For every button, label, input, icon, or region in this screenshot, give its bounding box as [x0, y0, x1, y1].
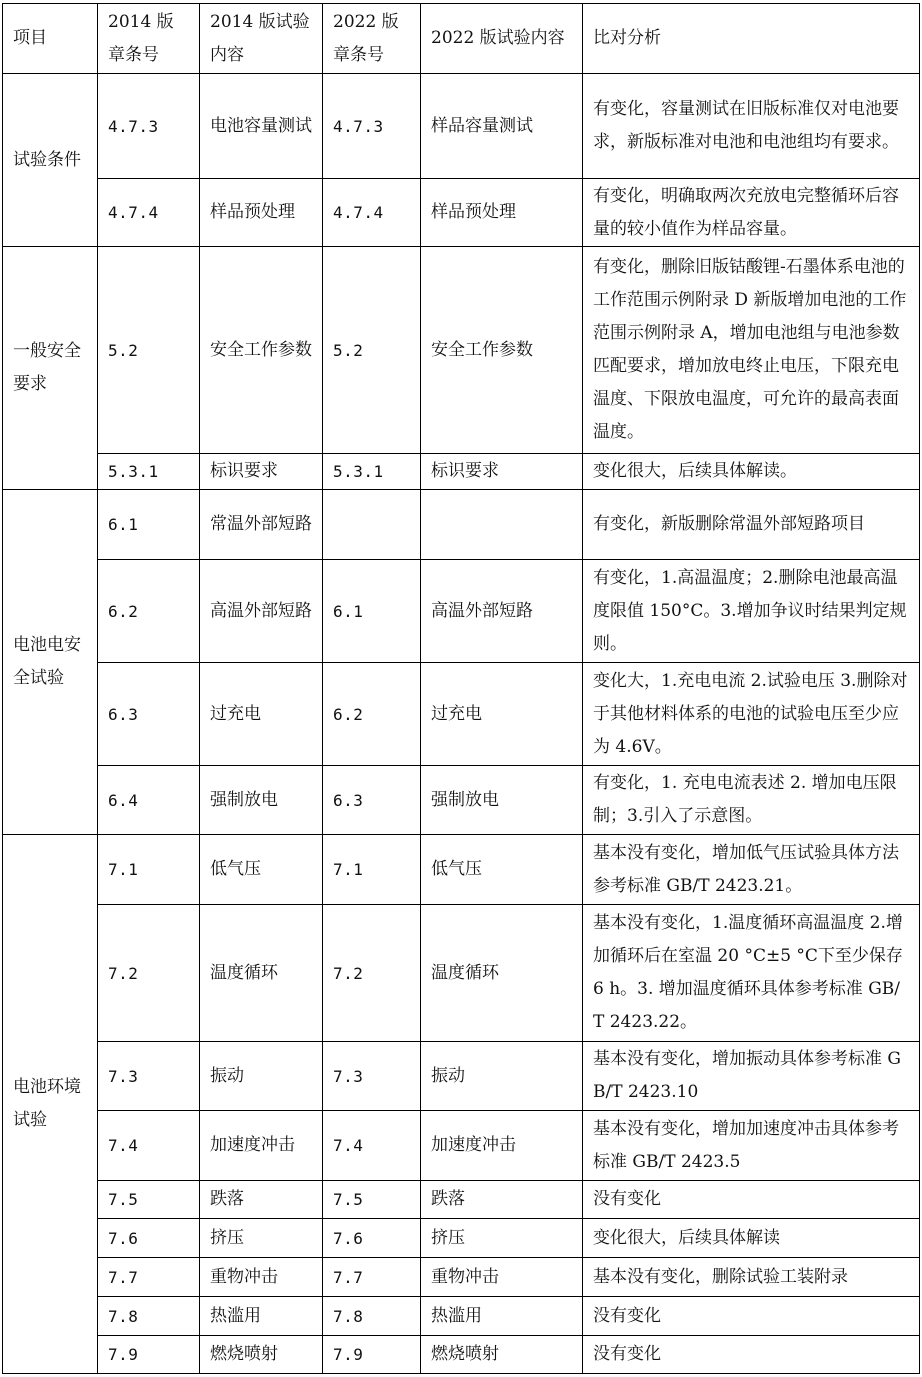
- analysis-cell: 基本没有变化，增加振动具体参考标准 GB/T 2423.10: [583, 1042, 920, 1111]
- clause-2022: 6.1: [323, 560, 421, 663]
- table-row: [3, 766, 920, 835]
- clause-2014: 7.3: [98, 1042, 200, 1111]
- clause-2014: 5.2: [98, 247, 200, 454]
- content-2014: 高温外部短路: [200, 560, 323, 663]
- content-2022: 重物冲击: [421, 1258, 583, 1297]
- analysis-cell: 有变化，容量测试在旧版标准仅对电池要求，新版标准对电池和电池组均有要求。: [583, 74, 920, 179]
- content-2014: 标识要求: [200, 454, 323, 490]
- clause-2022: 7.2: [323, 905, 421, 1042]
- content-2014: 重物冲击: [200, 1258, 323, 1297]
- content-2022: 低气压: [421, 835, 583, 905]
- content-2014: 低气压: [200, 835, 323, 905]
- clause-2022: 5.2: [323, 247, 421, 454]
- table-row: [3, 1042, 920, 1111]
- content-2022: [421, 490, 583, 560]
- content-2022: 高温外部短路: [421, 560, 583, 663]
- analysis-cell: 变化大，1.充电电流 2.试验电压 3.删除对于其他材料体系的电池的试验电压至少应为 4.6V。: [583, 663, 920, 766]
- content-2014: 挤压: [200, 1219, 323, 1258]
- clause-2022: 7.7: [323, 1258, 421, 1297]
- analysis-cell: 没有变化: [583, 1181, 920, 1219]
- content-2014: 温度循环: [200, 905, 323, 1042]
- clause-2014: 6.3: [98, 663, 200, 766]
- clause-2022: 7.1: [323, 835, 421, 905]
- table-row: [3, 1297, 920, 1336]
- clause-2022: 7.8: [323, 1297, 421, 1336]
- content-2022: 安全工作参数: [421, 247, 583, 454]
- clause-2014: 7.2: [98, 905, 200, 1042]
- table-body: [3, 74, 920, 1374]
- clause-2014: 6.1: [98, 490, 200, 560]
- content-2014: 常温外部短路: [200, 490, 323, 560]
- header-2014-content: 2014 版试验内容: [200, 4, 323, 74]
- content-2014: 热滥用: [200, 1297, 323, 1336]
- comparison-table: [2, 3, 920, 1374]
- category-cell: 电池电安全试验: [3, 490, 98, 835]
- clause-2022: 6.3: [323, 766, 421, 835]
- table-row: [3, 1219, 920, 1258]
- content-2022: 挤压: [421, 1219, 583, 1258]
- content-2022: 振动: [421, 1042, 583, 1111]
- header-2022-content: 2022 版试验内容: [421, 4, 583, 74]
- analysis-cell: 没有变化: [583, 1336, 920, 1374]
- analysis-cell: 基本没有变化，增加加速度冲击具体参考标准 GB/T 2423.5: [583, 1111, 920, 1181]
- content-2022: 标识要求: [421, 454, 583, 490]
- table-row: [3, 663, 920, 766]
- clause-2022: 7.5: [323, 1181, 421, 1219]
- content-2014: 跌落: [200, 1181, 323, 1219]
- clause-2014: 7.5: [98, 1181, 200, 1219]
- analysis-cell: 有变化，新版删除常温外部短路项目: [583, 490, 920, 560]
- table-row: [3, 74, 920, 179]
- header-2014-clause: 2014 版章条号: [98, 4, 200, 74]
- analysis-cell: 变化很大，后续具体解读: [583, 1219, 920, 1258]
- table-row: [3, 560, 920, 663]
- analysis-cell: 没有变化: [583, 1297, 920, 1336]
- clause-2014: 6.4: [98, 766, 200, 835]
- content-2014: 安全工作参数: [200, 247, 323, 454]
- clause-2022: 7.9: [323, 1336, 421, 1374]
- category-cell: 试验条件: [3, 74, 98, 247]
- clause-2022: 4.7.4: [323, 179, 421, 247]
- table-row: [3, 247, 920, 454]
- content-2022: 强制放电: [421, 766, 583, 835]
- clause-2014: 7.8: [98, 1297, 200, 1336]
- content-2014: 振动: [200, 1042, 323, 1111]
- clause-2014: 7.4: [98, 1111, 200, 1181]
- clause-2022: 7.6: [323, 1219, 421, 1258]
- analysis-cell: 基本没有变化，删除试验工装附录: [583, 1258, 920, 1297]
- clause-2022: 7.3: [323, 1042, 421, 1111]
- analysis-cell: 有变化，明确取两次充放电完整循环后容量的较小值作为样品容量。: [583, 179, 920, 247]
- category-cell: 一般安全要求: [3, 247, 98, 490]
- table-row: [3, 490, 920, 560]
- content-2022: 样品预处理: [421, 179, 583, 247]
- table-row: [3, 1111, 920, 1181]
- content-2014: 燃烧喷射: [200, 1336, 323, 1374]
- content-2014: 加速度冲击: [200, 1111, 323, 1181]
- clause-2014: 7.9: [98, 1336, 200, 1374]
- content-2022: 热滥用: [421, 1297, 583, 1336]
- content-2022: 燃烧喷射: [421, 1336, 583, 1374]
- analysis-cell: 基本没有变化，1.温度循环高温温度 2.增加循环后在室温 20 °C±5 °C下至少保存 6 h。3. 增加温度循环具体参考标准 GB/T 2423.22。: [583, 905, 920, 1042]
- clause-2022: 6.2: [323, 663, 421, 766]
- table-row: [3, 454, 920, 490]
- clause-2014: 7.6: [98, 1219, 200, 1258]
- content-2014: 样品预处理: [200, 179, 323, 247]
- content-2022: 温度循环: [421, 905, 583, 1042]
- clause-2014: 7.1: [98, 835, 200, 905]
- clause-2014: 4.7.4: [98, 179, 200, 247]
- table-row: [3, 1181, 920, 1219]
- analysis-cell: 有变化，删除旧版钴酸锂-石墨体系电池的工作范围示例附录 D 新版增加电池的工作范围示例附录 A，增加电池组与电池参数匹配要求，增加放电终止电压，下限充电温度、下限放电温度，可允许的最高表面温度。: [583, 247, 920, 454]
- clause-2014: 6.2: [98, 560, 200, 663]
- table-row: [3, 905, 920, 1042]
- clause-2014: 7.7: [98, 1258, 200, 1297]
- clause-2022: [323, 490, 421, 560]
- header-row: [3, 4, 920, 74]
- table-row: [3, 1258, 920, 1297]
- table-row: [3, 835, 920, 905]
- analysis-cell: 变化很大，后续具体解读。: [583, 454, 920, 490]
- analysis-cell: 有变化，1. 充电电流表述 2. 增加电压限制；3.引入了示意图。: [583, 766, 920, 835]
- header-2022-clause: 2022 版章条号: [323, 4, 421, 74]
- clause-2014: 5.3.1: [98, 454, 200, 490]
- content-2022: 跌落: [421, 1181, 583, 1219]
- header-item: 项目: [3, 4, 98, 74]
- content-2022: 样品容量测试: [421, 74, 583, 179]
- analysis-cell: 基本没有变化，增加低气压试验具体方法参考标准 GB/T 2423.21。: [583, 835, 920, 905]
- content-2022: 过充电: [421, 663, 583, 766]
- content-2014: 电池容量测试: [200, 74, 323, 179]
- clause-2014: 4.7.3: [98, 74, 200, 179]
- analysis-cell: 有变化，1.高温温度；2.删除电池最高温度限值 150°C。3.增加争议时结果判定规则。: [583, 560, 920, 663]
- table-header: [3, 4, 920, 74]
- clause-2022: 7.4: [323, 1111, 421, 1181]
- category-cell: 电池环境试验: [3, 835, 98, 1374]
- table-row: [3, 1336, 920, 1374]
- content-2014: 过充电: [200, 663, 323, 766]
- table-row: [3, 179, 920, 247]
- clause-2022: 5.3.1: [323, 454, 421, 490]
- header-analysis: 比对分析: [583, 4, 920, 74]
- content-2022: 加速度冲击: [421, 1111, 583, 1181]
- content-2014: 强制放电: [200, 766, 323, 835]
- clause-2022: 4.7.3: [323, 74, 421, 179]
